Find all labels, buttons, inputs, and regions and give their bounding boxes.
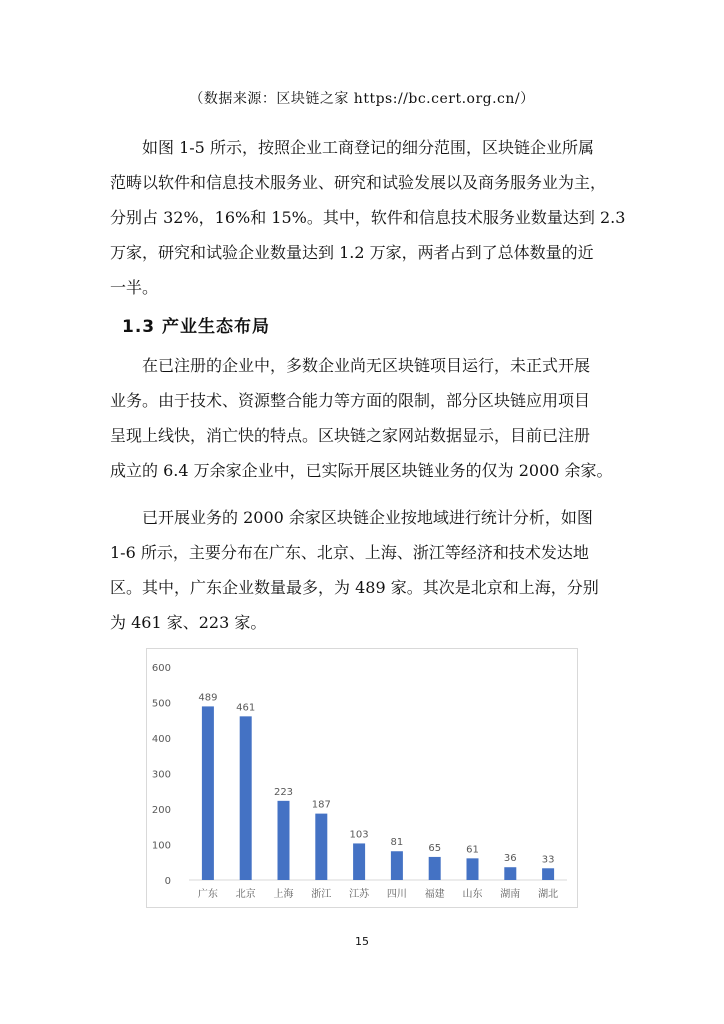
chart-bar <box>353 843 365 880</box>
paragraph-line: 在已注册的企业中，多数企业尚无区块链项目运行，未正式开展 <box>142 356 591 375</box>
data-label: 103 <box>349 829 369 841</box>
x-tick-label: 江苏 <box>349 889 370 900</box>
paragraph-line: 1-6 所示，主要分布在广东、北京、上海、浙江等经济和技术发达地 <box>110 543 589 562</box>
paragraph-1 <box>110 130 626 305</box>
data-source-note: （数据来源：区块链之家 https://bc.cert.org.cn/） <box>189 91 535 107</box>
y-tick-label: 600 <box>151 663 171 674</box>
paragraph-line: 区。其中，广东企业数量最多，为 489 家。其次是北京和上海，分别 <box>110 578 599 597</box>
chart-bar <box>504 867 516 880</box>
x-tick-label: 北京 <box>235 889 256 900</box>
data-label: 489 <box>198 692 218 704</box>
paragraph-line: 成立的 6.4 万余家企业中，已实际开展区块链业务的仅为 2000 余家。 <box>110 461 613 480</box>
paragraph-line: 已开展业务的 2000 余家区块链企业按地域进行统计分析，如图 <box>142 508 593 527</box>
paragraph-line: 如图 1-5 所示，按照企业工商登记的细分范围，区块链企业所属 <box>142 138 594 157</box>
chart-bar <box>429 857 441 880</box>
y-tick-label: 500 <box>151 698 171 710</box>
paragraph-line: 万家，研究和试验企业数量达到 1.2 万家，两者占到了总体数量的近 <box>110 243 594 262</box>
paragraph-line: 一半。 <box>110 278 159 297</box>
chart-bar <box>391 851 403 880</box>
paragraph-2 <box>110 348 620 488</box>
x-tick-label: 广东 <box>197 889 218 900</box>
data-label: 461 <box>236 702 256 714</box>
x-tick-label: 山东 <box>462 889 483 900</box>
x-tick-label: 四川 <box>386 889 407 900</box>
y-tick-label: 100 <box>151 840 171 852</box>
region-bar-chart <box>147 649 577 907</box>
x-tick-label: 湖北 <box>538 889 559 900</box>
data-label: 65 <box>428 842 442 854</box>
page-number: 15 <box>355 935 369 948</box>
paragraph-line: 业务。由于技术、资源整合能力等方面的限制，部分区块链应用项目 <box>110 391 591 410</box>
paragraph-line: 为 461 家、223 家。 <box>110 613 267 632</box>
section-heading: 1.3 产业生态布局 <box>122 317 271 337</box>
paragraph-3 <box>110 500 620 640</box>
chart-bar <box>467 858 479 880</box>
y-tick-label: 0 <box>164 876 171 887</box>
paragraph-line: 呈现上线快，消亡快的特点。区块链之家网站数据显示，目前已注册 <box>110 426 591 445</box>
y-tick-label: 200 <box>151 805 171 816</box>
paragraph-line: 范畴以软件和信息技术服务业、研究和试验发展以及商务服务业为主， <box>110 173 607 192</box>
chart-bar <box>315 814 327 880</box>
y-tick-label: 300 <box>151 769 171 781</box>
x-tick-label: 福建 <box>424 889 445 900</box>
data-label: 81 <box>390 837 404 849</box>
y-tick-label: 400 <box>151 734 171 745</box>
data-label: 36 <box>503 853 517 865</box>
x-tick-label: 湖南 <box>500 889 521 900</box>
data-label: 187 <box>311 799 331 811</box>
chart-bar <box>278 801 290 880</box>
chart-bar <box>240 716 252 880</box>
paragraph-line: 分别占 32%，16%和 15%。其中，软件和信息技术服务业数量达到 2.3 <box>110 208 626 227</box>
chart-bar <box>202 706 214 880</box>
x-tick-label: 浙江 <box>311 889 332 900</box>
chart-bar <box>542 868 554 880</box>
data-label: 223 <box>273 786 294 798</box>
data-label: 33 <box>541 854 555 866</box>
data-label: 61 <box>466 844 479 856</box>
bar-chart-frame <box>146 648 578 908</box>
x-tick-label: 上海 <box>273 889 294 900</box>
